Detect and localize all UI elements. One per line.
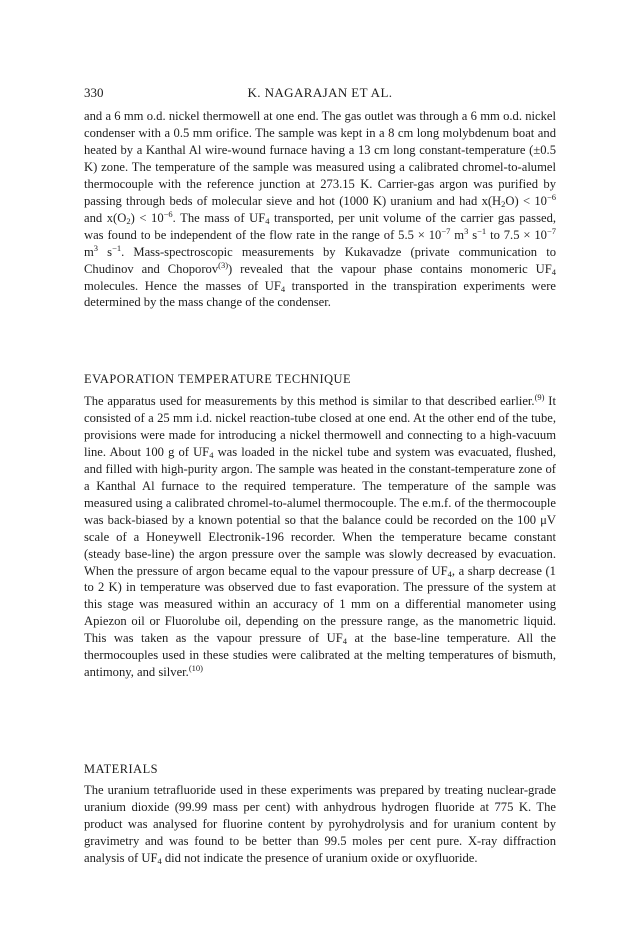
running-head: K. NAGARAJAN ET AL. xyxy=(247,85,393,100)
intro-paragraph: and a 6 mm o.d. nickel thermowell at one end. The gas outlet was through a 6 mm o.d. nickel condenser with a 0.5 mm orifice. The sample was kept in a 8 cm long molybdenum boat and heated by a Kanthal Al wire-wound furnace having a 13 cm long constant-temperature (±0.5 K) zone. The temperature of the sample was measured using a calibrated chromel-to-alumel thermocouple with the reference junction at 273.15 K. Carrier-gas argon was purified by passing through beds of molecular sieve and hot (1000 K) uranium and had $x(H_2O) < 10^{-6}$ and $x(O_2) < 10^{-6}$. The mass of $UF_4$ transported, per unit volume of the carrier gas passed, was found to be independent of the flow rate in the range of $5.5 \times 10^{-7}$ $m^3$ $s^{-1}$ to $7.5 \times 10^{-7}$ $m^3$ $s^{-1}$. Mass-spectroscopic measurements by Kukavadze (private communication to Chudinov and Choporov$^{(3)}$) revealed that the vapour phase contains monomeric $UF_4$ molecules. Hence the masses of $UF_4$ transported in the transpiration experiments were determined by the mass change of the condenser. xyxy=(84,109,557,310)
page-header xyxy=(84,85,556,103)
evaporation-paragraph: The apparatus used for measurements by this method is similar to that described earlier.$^{(9)}$ It consisted of a 25 mm i.d. nickel reaction-tube closed at one end. At the other end of the tube, provisions were made for introducing a nickel thermowell and connecting to a high-vacuum line. About 100 g of $UF_4$ was loaded in the nickel tube and system was evacuated, flushed, and filled with high-purity argon. The sample was heated in the constant-temperature zone of a Kanthal Al furnace to the required temperature. The temperature of the sample was measured using a calibrated chromel-to-alumel thermocouple. The e.m.f. of the thermocouple was back-biased by a known potential so that the balance could be recorded on the 100 μV scale of a Honeywell Electronik-196 recorder. When the temperature became constant (steady base-line) the argon pressure over the sample was slowly decreased by evacuation. When the pressure of argon became equal to the vapour pressure of $UF_4$, a sharp decrease (1 to 2 K) in temperature was observed due to fast evaporation. The pressure of the system at this stage was measured within an accuracy of 1 mm on a differential manometer using Apiezon oil or Fluorolube oil, depending on the pressure range, as the manometric liquid. This was taken as the vapour pressure of $UF_4$ at the base-line temperature. All the thermocouples used in these studies were calibrated at the melting temperatures of bismuth, antimony, and silver.$^{(10)}$ xyxy=(84,392,557,680)
section-heading-materials: MATERIALS xyxy=(84,762,159,776)
section-heading-evaporation: EVAPORATION TEMPERATURE TECHNIQUE xyxy=(84,372,352,386)
page-number: 330 xyxy=(84,85,104,100)
materials-paragraph: The uranium tetrafluoride used in these experiments was prepared by treating nuclear-grade uranium dioxide (99.99 mass per cent) with anhydrous hydrogen fluoride at 775 K. The product was analysed for fluorine content by pyrohydrolysis and for uranium content by gravimetry and was found to be better than 99.5 moles per cent pure. X-ray diffraction analysis of $UF_4$ did not indicate the presence of uranium oxide or oxyfluoride. xyxy=(84,783,556,866)
